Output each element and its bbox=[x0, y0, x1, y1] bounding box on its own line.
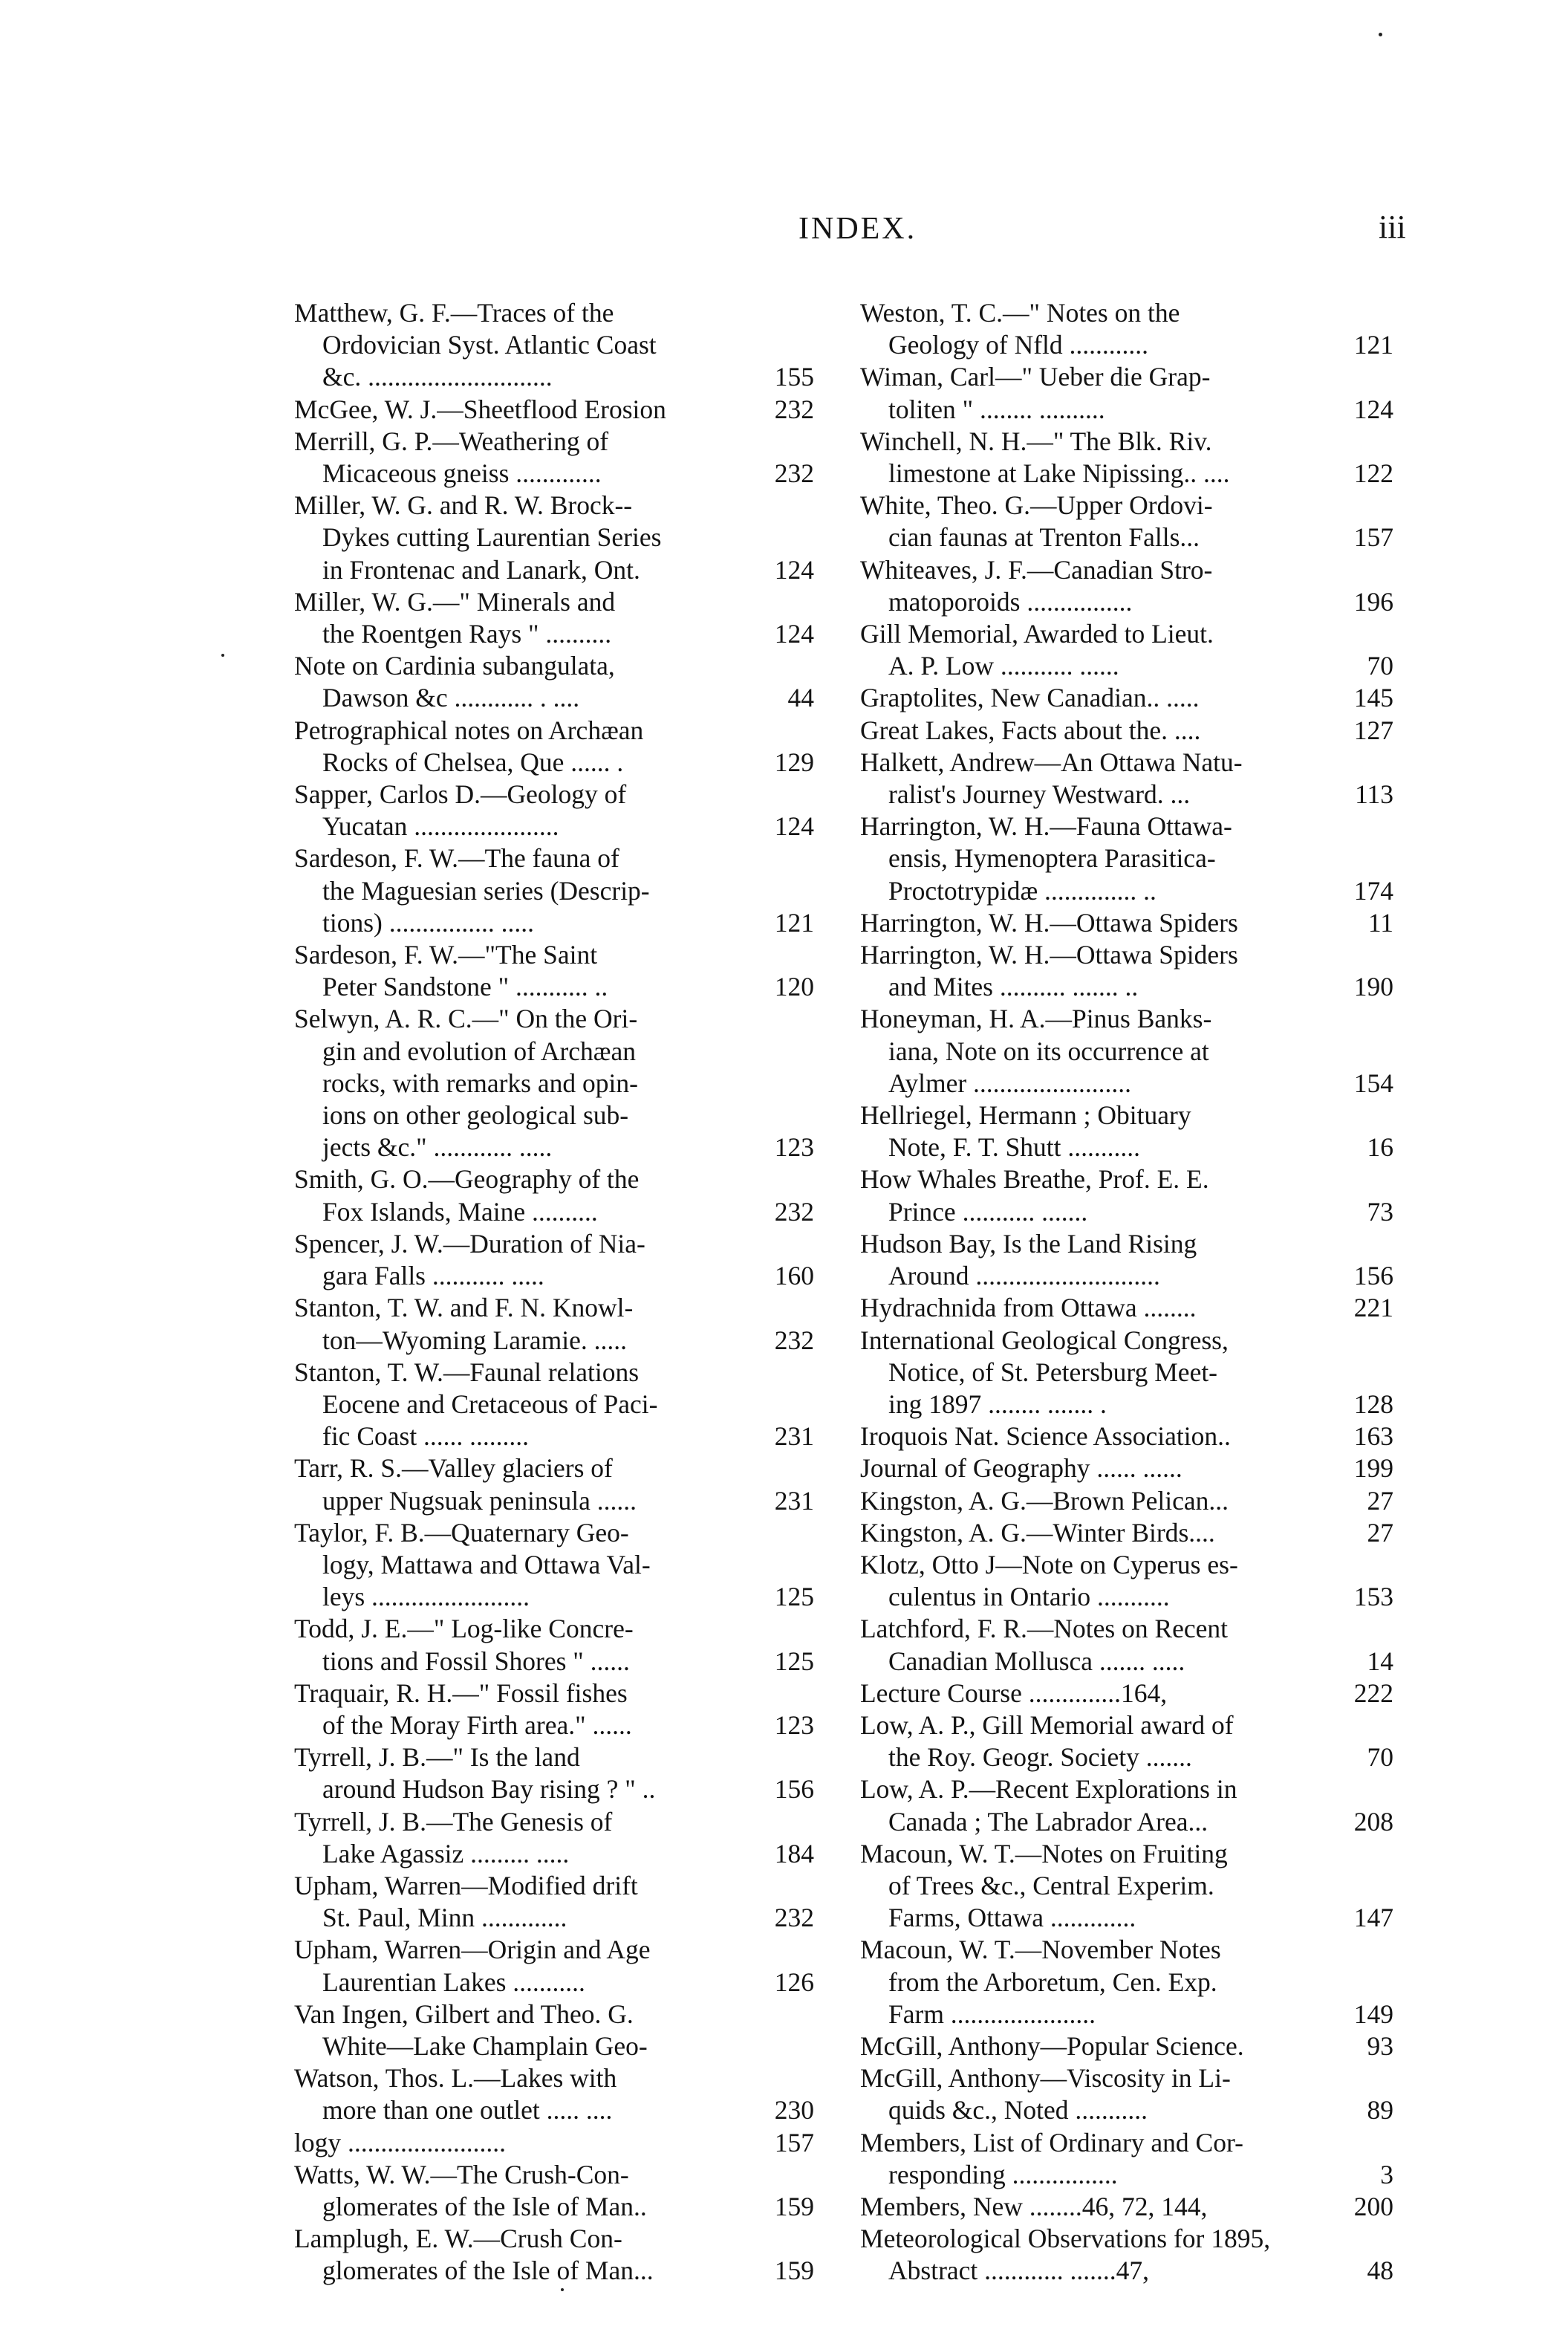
entry-page-ref: 163 bbox=[1353, 1421, 1393, 1452]
index-entry bbox=[294, 1870, 814, 1934]
entry-continuation-line: Peter Sandstone " ........... .. bbox=[322, 972, 608, 1002]
entry-heading-line: Low, A. P.—Recent Explorations in bbox=[860, 1774, 1237, 1805]
entry-page-ref: 159 bbox=[774, 2191, 814, 2221]
entry-continuation-line: culentus in Ontario ........... bbox=[888, 1582, 1170, 1612]
entry-continuation-line: glomerates of the Isle of Man.. bbox=[322, 2191, 647, 2221]
entry-heading-line: Low, A. P., Gill Memorial award of bbox=[860, 1709, 1234, 1740]
entry-page-ref: 16 bbox=[1367, 1132, 1393, 1163]
entry-continuation-line: in Frontenac and Lanark, Ont. bbox=[322, 554, 640, 585]
index-entry bbox=[860, 1163, 1393, 1227]
entry-heading-line: Miller, W. G.—" Minerals and bbox=[294, 586, 616, 617]
entry-page-ref: 44 bbox=[787, 683, 814, 713]
entry-heading-line: Kingston, A. G.—Winter Birds.... bbox=[860, 1517, 1215, 1548]
entry-continuation-line: gara Falls ........... ..... bbox=[322, 1261, 544, 1291]
entry-page-ref: 93 bbox=[1367, 2030, 1393, 2061]
entry-page-ref: 153 bbox=[1353, 1582, 1393, 1612]
index-entry bbox=[294, 490, 814, 586]
speck-mark bbox=[1379, 33, 1382, 36]
entry-continuation-line: responding ................ bbox=[888, 2159, 1118, 2189]
index-entry bbox=[294, 2127, 814, 2159]
entry-heading-line: Whiteaves, J. F.—Canadian Stro- bbox=[860, 554, 1213, 585]
entry-heading-line: Lecture Course ..............164, bbox=[860, 1678, 1168, 1708]
index-entry bbox=[294, 715, 814, 779]
entry-page-ref: 200 bbox=[1353, 2191, 1393, 2221]
entry-continuation-line: Micaceous gneiss ............. bbox=[322, 458, 602, 489]
entry-page-ref: 126 bbox=[774, 1967, 814, 1997]
entry-page-ref: 3 bbox=[1380, 2159, 1393, 2189]
entry-heading-line: Van Ingen, Gilbert and Theo. G. bbox=[294, 1998, 634, 2029]
entry-page-ref: 73 bbox=[1367, 1196, 1393, 1227]
entry-page-ref: 196 bbox=[1353, 586, 1393, 617]
entry-heading-line: Todd, J. E.—" Log-like Concre- bbox=[294, 1614, 634, 1644]
index-entry bbox=[860, 1325, 1393, 1421]
entry-heading-line: Taylor, F. B.—Quaternary Geo- bbox=[294, 1517, 629, 1548]
entry-heading-line: Honeyman, H. A.—Pinus Banks- bbox=[860, 1004, 1212, 1034]
index-entry bbox=[860, 1517, 1393, 1549]
entry-continuation-line: Yucatan ...................... bbox=[322, 811, 559, 842]
index-entry bbox=[860, 1934, 1393, 2030]
entry-heading-line: Harrington, W. H.—Fauna Ottawa- bbox=[860, 811, 1232, 842]
index-entry bbox=[860, 1228, 1393, 1292]
index-entry bbox=[294, 1806, 814, 1870]
index-entry bbox=[860, 490, 1393, 553]
index-entry bbox=[860, 297, 1393, 361]
entry-heading-line: Sapper, Carlos D.—Geology of bbox=[294, 779, 627, 810]
entry-page-ref: 124 bbox=[774, 554, 814, 585]
index-entry bbox=[860, 2062, 1393, 2126]
entry-page-ref: 159 bbox=[774, 2256, 814, 2286]
entry-heading-line: International Geological Congress, bbox=[860, 1325, 1229, 1355]
entry-heading-line: McGee, W. J.—Sheetflood Erosion bbox=[294, 394, 666, 424]
entry-page-ref: 125 bbox=[774, 1646, 814, 1676]
entry-continuation-line: ralist's Journey Westward. ... bbox=[888, 779, 1191, 810]
index-entry bbox=[860, 747, 1393, 811]
entry-continuation-line: A. P. Low ........... ...... bbox=[888, 651, 1119, 681]
entry-page-ref: 232 bbox=[774, 394, 814, 424]
index-entry bbox=[294, 1292, 814, 1356]
entry-heading-line: Stanton, T. W.—Faunal relations bbox=[294, 1357, 640, 1387]
entry-page-ref: 156 bbox=[774, 1774, 814, 1805]
entry-page-ref: 157 bbox=[774, 2127, 814, 2157]
index-entry bbox=[860, 2223, 1393, 2287]
entry-continuation-line: Fox Islands, Maine .......... bbox=[322, 1196, 598, 1227]
entry-heading-line: Journal of Geography ...... ...... bbox=[860, 1453, 1182, 1484]
entry-page-ref: 125 bbox=[774, 1582, 814, 1612]
entry-page-ref: 190 bbox=[1353, 972, 1393, 1002]
entry-continuation-line: of Trees &c., Central Experim. bbox=[888, 1870, 1214, 1900]
index-entry bbox=[860, 1838, 1393, 1935]
index-entry bbox=[860, 1003, 1393, 1100]
index-entry bbox=[860, 682, 1393, 714]
entry-heading-line: Harrington, W. H.—Ottawa Spiders bbox=[860, 907, 1238, 938]
entry-continuation-line: Lake Agassiz ......... ..... bbox=[322, 1838, 570, 1868]
entry-heading-line: Members, List of Ordinary and Cor- bbox=[860, 2127, 1243, 2157]
entry-heading-line: Traquair, R. H.—" Fossil fishes bbox=[294, 1678, 628, 1708]
entry-continuation-line: Dawson &c ............ . .... bbox=[322, 683, 580, 713]
entry-heading-line: Latchford, F. R.—Notes on Recent bbox=[860, 1614, 1229, 1644]
index-entry bbox=[860, 715, 1393, 747]
entry-continuation-line: Farm ...................... bbox=[888, 1998, 1096, 2029]
index-entry bbox=[294, 779, 814, 842]
entry-page-ref: 149 bbox=[1353, 1998, 1393, 2029]
entry-heading-line: Iroquois Nat. Science Association.. bbox=[860, 1421, 1231, 1452]
entry-heading-line: White, Theo. G.—Upper Ordovi- bbox=[860, 490, 1213, 521]
entry-continuation-line: Canadian Mollusca ....... ..... bbox=[888, 1646, 1185, 1676]
index-entry bbox=[294, 2062, 814, 2126]
entry-heading-line: Kingston, A. G.—Brown Pelican... bbox=[860, 1485, 1229, 1516]
entry-continuation-line: Dykes cutting Laurentian Series bbox=[322, 522, 662, 553]
entry-continuation-line: Notice, of St. Petersburg Meet- bbox=[888, 1357, 1218, 1387]
entry-heading-line: Matthew, G. F.—Traces of the bbox=[294, 298, 614, 328]
entry-heading-line: Harrington, W. H.—Ottawa Spiders bbox=[860, 940, 1238, 970]
entry-page-ref: 121 bbox=[774, 907, 814, 938]
entry-page-ref: 231 bbox=[774, 1421, 814, 1452]
entry-page-ref: 14 bbox=[1367, 1646, 1393, 1676]
entry-continuation-line: ing 1897 ........ ....... . bbox=[888, 1389, 1107, 1419]
index-entry bbox=[860, 1452, 1393, 1484]
index-entry bbox=[860, 2127, 1393, 2191]
entry-page-ref: 230 bbox=[774, 2095, 814, 2126]
index-entry bbox=[860, 1420, 1393, 1452]
index-entry bbox=[294, 2159, 814, 2223]
entry-page-ref: 174 bbox=[1353, 875, 1393, 906]
entry-continuation-line: gin and evolution of Archæan bbox=[322, 1036, 636, 1066]
entry-heading-line: Sardeson, F. W.—The fauna of bbox=[294, 843, 619, 874]
index-entry bbox=[294, 2223, 814, 2287]
entry-continuation-line: Prince ........... ....... bbox=[888, 1196, 1088, 1227]
entry-continuation-line: jects &c." ............ ..... bbox=[322, 1132, 553, 1163]
entry-page-ref: 89 bbox=[1367, 2095, 1393, 2126]
entry-heading-line: Upham, Warren—Modified drift bbox=[294, 1870, 638, 1900]
entry-page-ref: 121 bbox=[1353, 330, 1393, 360]
index-entry bbox=[294, 1003, 814, 1163]
entry-page-ref: 145 bbox=[1353, 683, 1393, 713]
speck-mark bbox=[221, 654, 224, 657]
index-entry bbox=[294, 1517, 814, 1614]
index-entry bbox=[294, 1741, 814, 1805]
entry-heading-line: Great Lakes, Facts about the. .... bbox=[860, 715, 1201, 745]
entry-continuation-line: ions on other geological sub- bbox=[322, 1100, 629, 1131]
entry-heading-line: Smith, G. O.—Geography of the bbox=[294, 1164, 640, 1195]
entry-page-ref: 27 bbox=[1367, 1517, 1393, 1548]
entry-continuation-line: tions and Fossil Shores " ...... bbox=[322, 1646, 630, 1676]
entry-heading-line: Winchell, N. H.—" The Blk. Riv. bbox=[860, 426, 1212, 456]
entry-page-ref: 232 bbox=[774, 1903, 814, 1933]
index-entry bbox=[294, 1998, 814, 2062]
entry-heading-line: Petrographical notes on Archæan bbox=[294, 715, 644, 745]
running-head-title: INDEX. bbox=[798, 212, 917, 246]
entry-page-ref: 123 bbox=[774, 1709, 814, 1740]
entry-continuation-line: Abstract ............ .......47, bbox=[888, 2256, 1150, 2286]
entry-continuation-line: the Roy. Geogr. Society ....... bbox=[888, 1742, 1192, 1773]
entry-heading-line: How Whales Breathe, Prof. E. E. bbox=[860, 1164, 1209, 1195]
entry-continuation-line: Eocene and Cretaceous of Paci- bbox=[322, 1389, 658, 1419]
entry-page-ref: 120 bbox=[774, 972, 814, 1002]
index-entry bbox=[294, 297, 814, 394]
entry-page-ref: 70 bbox=[1367, 1742, 1393, 1773]
entry-continuation-line: Farms, Ottawa ............. bbox=[888, 1903, 1136, 1933]
entry-page-ref: 11 bbox=[1367, 907, 1393, 938]
entry-continuation-line: Ordovician Syst. Atlantic Coast bbox=[322, 330, 657, 360]
entry-page-ref: 222 bbox=[1353, 1678, 1393, 1708]
entry-continuation-line: &c. ............................ bbox=[322, 362, 553, 392]
entry-page-ref: 154 bbox=[1353, 1068, 1393, 1098]
entry-heading-line: Macoun, W. T.—November Notes bbox=[860, 1935, 1221, 1965]
entry-continuation-line: Around ............................ bbox=[888, 1261, 1160, 1291]
entry-continuation-line: ton—Wyoming Laramie. ..... bbox=[322, 1325, 627, 1355]
entry-page-ref: 231 bbox=[774, 1485, 814, 1516]
entry-page-ref: 70 bbox=[1367, 651, 1393, 681]
entry-continuation-line: Geology of Nfld ............ bbox=[888, 330, 1149, 360]
entry-page-ref: 129 bbox=[774, 747, 814, 777]
index-entry bbox=[860, 1709, 1393, 1773]
entry-page-ref: 221 bbox=[1353, 1293, 1393, 1323]
entry-page-ref: 127 bbox=[1353, 715, 1393, 745]
entry-continuation-line: Proctotrypidæ .............. .. bbox=[888, 875, 1157, 906]
entry-heading-line: Members, New ........46, 72, 144, bbox=[860, 2191, 1208, 2221]
entry-page-ref: 147 bbox=[1353, 1903, 1393, 1933]
index-entry bbox=[294, 586, 814, 650]
entry-continuation-line: Laurentian Lakes ........... bbox=[322, 1967, 585, 1997]
index-entry bbox=[860, 1613, 1393, 1677]
index-entry bbox=[860, 2191, 1393, 2223]
index-entry bbox=[860, 907, 1393, 939]
index-entry bbox=[860, 1773, 1393, 1837]
entry-continuation-line: and Mites .......... ....... .. bbox=[888, 972, 1139, 1002]
entry-continuation-line: limestone at Lake Nipissing.. .... bbox=[888, 458, 1230, 489]
index-entry bbox=[860, 1292, 1393, 1324]
entry-heading-line: McGill, Anthony—Viscosity in Li- bbox=[860, 2063, 1231, 2094]
entry-continuation-line: Aylmer ........................ bbox=[888, 1068, 1132, 1098]
index-entry bbox=[860, 939, 1393, 1003]
entry-continuation-line: tions) ................ ..... bbox=[322, 907, 534, 938]
entry-page-ref: 128 bbox=[1353, 1389, 1393, 1419]
entry-continuation-line: from the Arboretum, Cen. Exp. bbox=[888, 1967, 1217, 1997]
entry-continuation-line: logy, Mattawa and Ottawa Val- bbox=[322, 1549, 651, 1579]
entry-page-ref: 124 bbox=[1353, 394, 1393, 424]
index-entry bbox=[294, 842, 814, 939]
entry-page-ref: 122 bbox=[1353, 458, 1393, 489]
entry-continuation-line: more than one outlet ..... .... bbox=[322, 2095, 613, 2126]
entry-heading-line: Stanton, T. W. and F. N. Knowl- bbox=[294, 1293, 634, 1323]
entry-page-ref: 199 bbox=[1353, 1453, 1393, 1484]
entry-heading-line: Hydrachnida from Ottawa ........ bbox=[860, 1293, 1197, 1323]
index-entry bbox=[294, 394, 814, 426]
index-entry bbox=[294, 650, 814, 714]
entry-heading-line: Graptolites, New Canadian.. ..... bbox=[860, 683, 1200, 713]
entry-continuation-line: ensis, Hymenoptera Parasitica- bbox=[888, 843, 1216, 874]
index-entry bbox=[294, 426, 814, 490]
entry-heading-line: Klotz, Otto J—Note on Cyperus es- bbox=[860, 1549, 1238, 1579]
entry-heading-line: Wiman, Carl—" Ueber die Grap- bbox=[860, 362, 1211, 392]
page-number: iii bbox=[1379, 209, 1406, 245]
entry-heading-line: Tarr, R. S.—Valley glaciers of bbox=[294, 1453, 613, 1484]
entry-continuation-line: Canada ; The Labrador Area... bbox=[888, 1806, 1208, 1837]
entry-continuation-line: White—Lake Champlain Geo- bbox=[322, 2030, 648, 2061]
index-entry bbox=[294, 1228, 814, 1292]
entry-heading-line: Watts, W. W.—The Crush-Con- bbox=[294, 2159, 629, 2189]
entry-heading-line: Miller, W. G. and R. W. Brock-- bbox=[294, 490, 633, 521]
entry-continuation-line: quids &c., Noted ........... bbox=[888, 2095, 1148, 2126]
index-entry bbox=[860, 426, 1393, 490]
entry-heading-line: Note on Cardinia subangulata, bbox=[294, 651, 615, 681]
entry-heading-line: Upham, Warren—Origin and Age bbox=[294, 1935, 651, 1965]
index-entry bbox=[860, 811, 1393, 907]
entry-heading-line: Gill Memorial, Awarded to Lieut. bbox=[860, 619, 1214, 649]
entry-page-ref: 156 bbox=[1353, 1261, 1393, 1291]
index-entry bbox=[860, 554, 1393, 618]
entry-continuation-line: cian faunas at Trenton Falls... bbox=[888, 522, 1200, 553]
entry-page-ref: 184 bbox=[774, 1838, 814, 1868]
entry-heading-line: Merrill, G. P.—Weathering of bbox=[294, 426, 609, 456]
entry-page-ref: 232 bbox=[774, 458, 814, 489]
entry-continuation-line: rocks, with remarks and opin- bbox=[322, 1068, 638, 1098]
entry-continuation-line: upper Nugsuak peninsula ...... bbox=[322, 1485, 637, 1516]
entry-continuation-line: around Hudson Bay rising ? " .. bbox=[322, 1774, 656, 1805]
entry-page-ref: 160 bbox=[774, 1261, 814, 1291]
entry-page-ref: 123 bbox=[774, 1132, 814, 1163]
entry-continuation-line: fic Coast ...... ......... bbox=[322, 1421, 530, 1452]
index-entry bbox=[860, 1485, 1393, 1517]
entry-heading-line: Halkett, Andrew—An Ottawa Natu- bbox=[860, 747, 1243, 777]
entry-heading-line: Weston, T. C.—" Notes on the bbox=[860, 298, 1180, 328]
index-entry bbox=[860, 618, 1393, 682]
entry-page-ref: 113 bbox=[1355, 779, 1393, 810]
index-entry bbox=[860, 1678, 1393, 1709]
index-entry bbox=[860, 2030, 1393, 2062]
entry-continuation-line: Note, F. T. Shutt ........... bbox=[888, 1132, 1141, 1163]
entry-heading-line: Tyrrell, J. B.—" Is the land bbox=[294, 1742, 580, 1773]
entry-continuation-line: St. Paul, Minn ............. bbox=[322, 1903, 567, 1933]
index-entry bbox=[860, 1100, 1393, 1163]
index-entry bbox=[860, 1549, 1393, 1613]
entry-page-ref: 157 bbox=[1353, 522, 1393, 553]
entry-continuation-line: the Roentgen Rays " .......... bbox=[322, 619, 612, 649]
entry-heading-line: Watson, Thos. L.—Lakes with bbox=[294, 2063, 617, 2094]
entry-heading-line: Hudson Bay, Is the Land Rising bbox=[860, 1228, 1197, 1259]
entry-page-ref: 27 bbox=[1367, 1485, 1393, 1516]
entry-heading-line: Tyrrell, J. B.—The Genesis of bbox=[294, 1806, 613, 1837]
entry-continuation-line: toliten " ........ .......... bbox=[888, 394, 1105, 424]
index-entry bbox=[294, 1163, 814, 1227]
entry-heading-line: Selwyn, A. R. C.—" On the Ori- bbox=[294, 1004, 638, 1034]
entry-continuation-line: the Maguesian series (Descrip- bbox=[322, 875, 650, 906]
entry-heading-line: Lamplugh, E. W.—Crush Con- bbox=[294, 2224, 622, 2254]
entry-page-ref: 208 bbox=[1353, 1806, 1393, 1837]
index-entry bbox=[294, 1613, 814, 1677]
entry-continuation-line: leys ........................ bbox=[322, 1582, 530, 1612]
index-entry bbox=[294, 1452, 814, 1516]
entry-page-ref: 232 bbox=[774, 1325, 814, 1355]
index-entry bbox=[294, 939, 814, 1003]
index-entry bbox=[294, 1678, 814, 1741]
index-column-left bbox=[294, 297, 814, 2287]
entry-heading-line: Macoun, W. T.—Notes on Fruiting bbox=[860, 1838, 1228, 1868]
entry-continuation-line: matoporoids ................ bbox=[888, 586, 1133, 617]
entry-continuation-line: glomerates of the Isle of Man... bbox=[322, 2256, 654, 2286]
entry-page-ref: 124 bbox=[774, 811, 814, 842]
entry-heading-line: Meteorological Observations for 1895, bbox=[860, 2224, 1271, 2254]
entry-continuation-line: Rocks of Chelsea, Que ...... . bbox=[322, 747, 624, 777]
entry-page-ref: 48 bbox=[1367, 2256, 1393, 2286]
entry-continuation-line: iana, Note on its occurrence at bbox=[888, 1036, 1209, 1066]
entry-heading-line: Spencer, J. W.—Duration of Nia- bbox=[294, 1228, 645, 1259]
entry-page-ref: 124 bbox=[774, 619, 814, 649]
entry-heading-line: Hellriegel, Hermann ; Obituary bbox=[860, 1100, 1191, 1131]
entry-heading-line: logy ........................ bbox=[294, 2127, 506, 2157]
index-column-right bbox=[860, 297, 1393, 2287]
entry-page-ref: 155 bbox=[774, 362, 814, 392]
entry-heading-line: Sardeson, F. W.—"The Saint bbox=[294, 940, 598, 970]
index-entry bbox=[294, 1357, 814, 1453]
entry-heading-line: McGill, Anthony—Popular Science. bbox=[860, 2030, 1244, 2061]
index-entry bbox=[860, 361, 1393, 425]
entry-page-ref: 232 bbox=[774, 1196, 814, 1227]
entry-continuation-line: of the Moray Firth area." ...... bbox=[322, 1709, 632, 1740]
speck-mark bbox=[561, 2288, 564, 2291]
index-entry bbox=[294, 1934, 814, 1998]
